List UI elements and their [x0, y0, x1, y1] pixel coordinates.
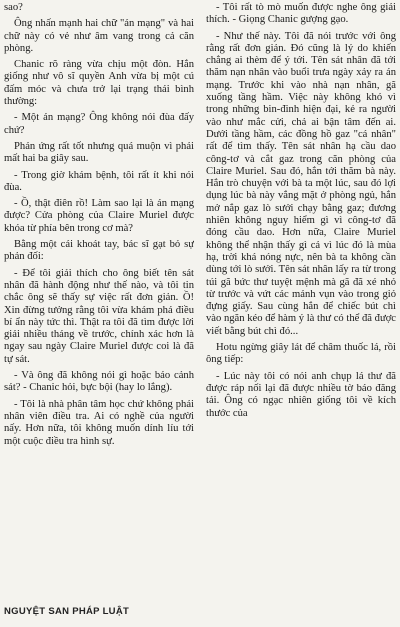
paragraph: - Trong giờ khám bệnh, tôi rất ít khi nói đùa.	[4, 169, 194, 193]
paragraph: - Để tôi giải thích cho ông biết tên sát nhân đã hành động như thế nào, và tôi tin chắc ông sẽ thấy sự việc rất đơn giản. Ồ! Xin đừng tưởng rằng tôi vừa khám phá điều bí ẩn này tức thì. Thật ra tôi đã tìm được lời giải nhiều tháng về trước, chính xác hơn là ngay sau ngày Claire Muriel được coi là đã tự sát.	[4, 267, 194, 365]
paragraph: - Tôi rất tò mò muốn được nghe ông giải thích. - Giọng Chanic gượng gạo.	[206, 2, 396, 26]
paragraph: - Và ông đã không nói gì hoặc báo cảnh sát? - Chanic hỏi, bực bội (hay lo lắng).	[4, 370, 194, 394]
publication-footer: NGUYỆT SAN PHÁP LUẬT	[4, 606, 130, 617]
paragraph: Chanic rõ ràng vừa chịu một đòn. Hắn giống như vô sĩ quyền Anh vừa bị một cú đấm móc và chưa trở lại trạng thái bình thường:	[4, 59, 194, 108]
paragraph: Bằng một cái khoát tay, bác sĩ gạt bỏ sự phản đối:	[4, 239, 194, 263]
paragraph: - Tôi là nhà phân tâm học chứ không phải nhân viên điều tra. Ai có nghề của người nấy. Hơn nữa, tôi không muốn dính líu tới một cuộc điều tra hình sự.	[4, 398, 194, 447]
right-text-column	[206, 2, 396, 600]
paragraph: - Một án mạng? Ông không nói đùa đấy chứ?	[4, 112, 194, 136]
paragraph: - Ồ, thật điên rồ! Làm sao lại là án mạng được? Cửa phòng của Claire Muriel được khóa từ phía bên trong cơ mà?	[4, 198, 194, 234]
paragraph: Hotu ngừng giây lát để châm thuốc lá, rồi ông tiếp:	[206, 342, 396, 366]
paragraph: sao?	[4, 2, 23, 13]
paragraph: Phản ứng rất tốt nhưng quá muộn vì phải mất hai ba giây sau.	[4, 140, 194, 165]
paragraph: - Lúc này tôi có nói anh chụp lá thư đã được ráp nối lại đã được nhiều tờ báo đăng tải. Ông có ngạc nhiên giống tôi về kích thước của	[206, 370, 396, 419]
paragraph: - Như thế này. Tôi đã nói trước với ông rằng rất đơn giản. Đó cũng là lý do khiến chẳng ai thèm để ý tới. Tên sát nhân đã tới thăm nạn nhân vào buổi trưa ngày xảy ra án mạng. Trước khi vào nhà nạn nhân, gã xuống tầng hầm. Việc này không khó vì trong những bin-đinh hiện đại, kẻ ra người vào như mắc cửi, chả ai bận tâm đến ai. Dưới tầng hầm, các đồng hồ gaz "cá nhân" rất để tìm thấy. Tên sát nhân hạ cầu dao công-tơ và cắt gaz trong căn phòng của Claire Muriel. Sau đó, hắn tới thăm bà này. Hắn trò chuyện với bà ta một lúc, sau đó lợi dụng lúc bà này vắng mặt ở phòng ngủ, hắn mở nắp gaz lò sưởi chạy bằng gaz; đương nhiên không nguy hiểm gì vì công-tơ đã đóng cầu dao. Hơn nữa, Claire Muriel không thể nhận thấy gì cả vì lúc đó là mùa hạ, trời khá nóng nực, nên bà ta không cần dùng tới lò sưởi. Tên sát nhân lấy ra từ trong túi gã bức thư tuyệt mệnh mà gã đã xé nhỏ từ trước và vứt các mảnh vụn vào trong giỏ đựng giấy. Sau cùng hắn để chiếc bút chì vào ngăn kéo để hàm ý là thư có thể đã được viết bằng bút chì đó...	[206, 30, 396, 337]
left-text-column	[4, 2, 194, 600]
paragraph: Ông nhấn mạnh hai chữ "án mạng" và hai chữ này có vẻ như âm vang trong cả căn phòng.	[4, 18, 194, 54]
